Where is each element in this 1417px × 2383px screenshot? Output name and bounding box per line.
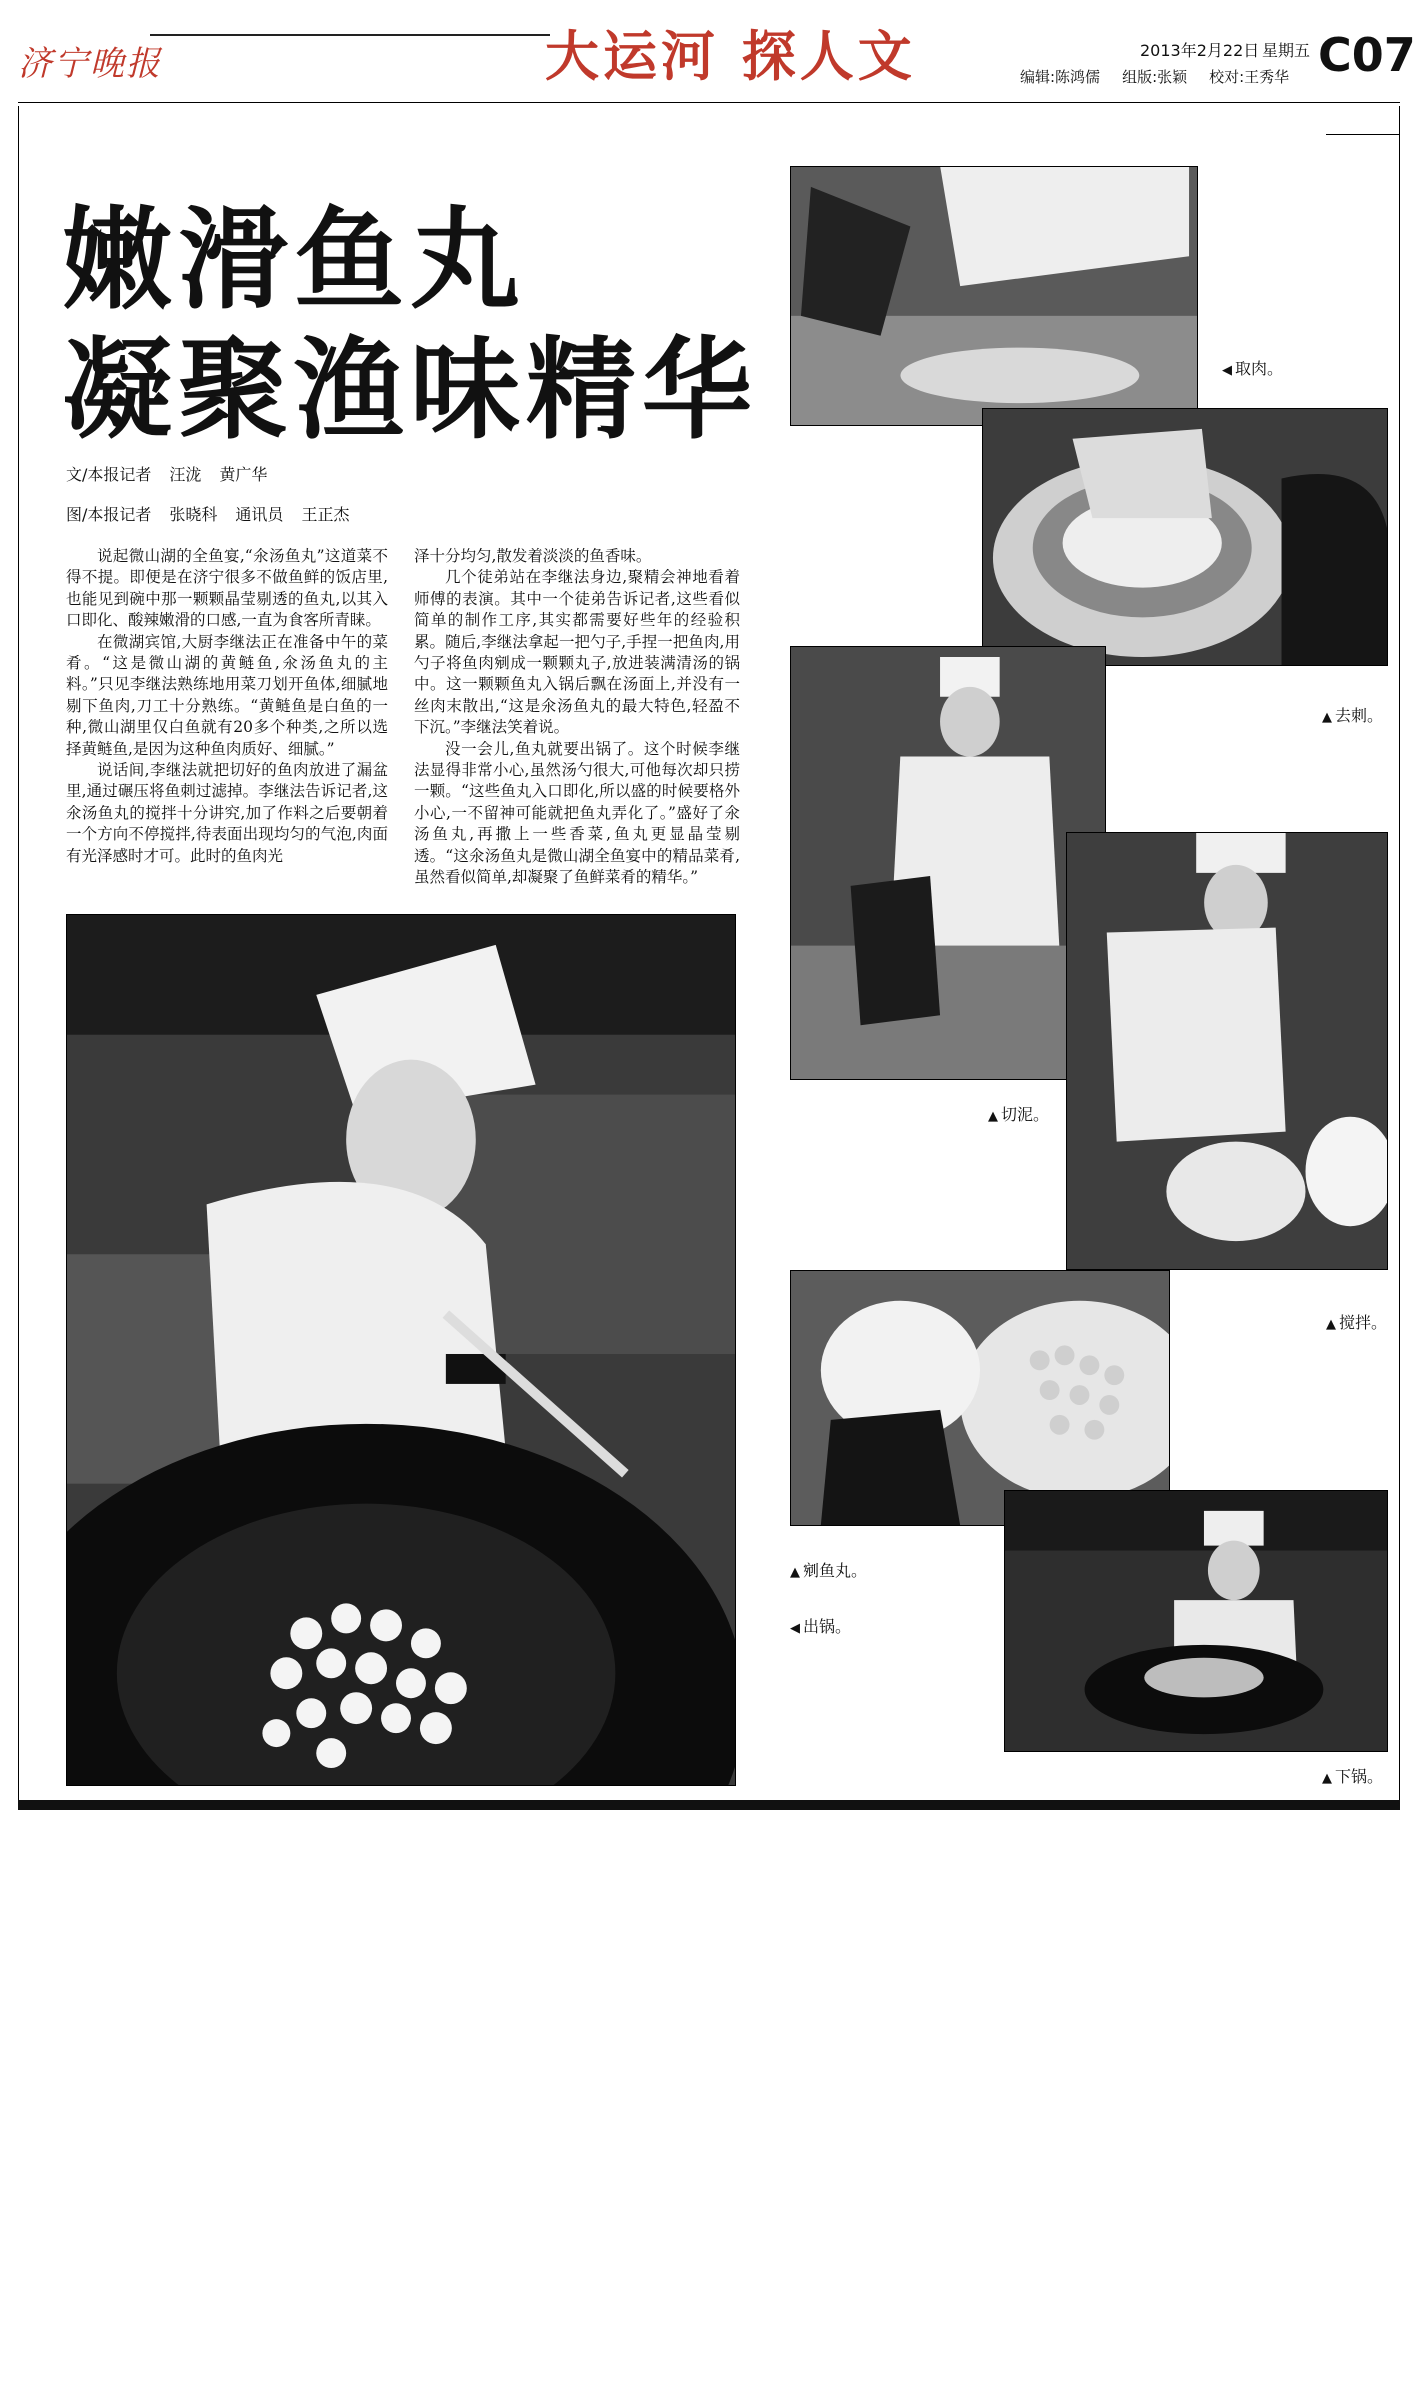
up-arrow-icon: ▲: [1322, 1771, 1332, 1786]
up-arrow-icon: ▲: [1326, 1317, 1336, 1332]
proofreader-credit: 校对:王秀华: [1209, 68, 1290, 86]
paragraph: 说起微山湖的全鱼宴,“氽汤鱼丸”这道菜不得不提。即便是在济宁很多不做鱼鲜的饭店里,也能见到碗中那一颗颗晶莹剔透的鱼丸,以其入口即化、酸辣嫩滑的口感,一直为食客所青睐。: [66, 547, 388, 630]
byline-name: 王正杰: [301, 505, 350, 524]
byline-name: 黄广华: [219, 465, 268, 484]
caption-scoop-fishballs: [790, 1558, 867, 1581]
byline-photo: [66, 502, 367, 525]
photo-illustration: [1005, 1491, 1387, 1751]
up-arrow-icon: ▲: [988, 1109, 998, 1124]
photo-illustration: [983, 409, 1387, 665]
header-rule: [150, 34, 550, 36]
caption-mince-paste: [988, 1102, 1049, 1125]
up-arrow-icon: ▲: [1322, 710, 1332, 725]
photo-into-pot: [1004, 1490, 1388, 1752]
caption-stirring: [1326, 1310, 1387, 1333]
photo-illustration: [791, 167, 1197, 425]
headline-line-1: 嫩滑鱼丸: [62, 196, 526, 324]
editor-credit: 编辑:陈鸿儒: [1020, 68, 1101, 86]
article-column-2: [414, 546, 740, 889]
photo-scoop-fishballs: [790, 1270, 1170, 1526]
issue-date: 2013年2月22日: [1140, 41, 1260, 60]
main-photo-chef-wok: [66, 914, 736, 1786]
byline-label: 通讯员: [235, 505, 284, 524]
caption-text: 切泥。: [1001, 1105, 1050, 1124]
caption-out-of-pot: [790, 1614, 851, 1637]
paragraph: 在微湖宾馆,大厨李继法正在准备中午的菜肴。“这是微山湖的黄鲢鱼,氽汤鱼丸的主料。”只见李继法熟练地用菜刀划开鱼体,细腻地剔下鱼肉,刀工十分熟练。“黄鲢鱼是白鱼的一种,微山湖里仅白鱼就有20多个种类,之所以选择黄鲢鱼,是因为这种鱼肉质好、细腻。”: [66, 632, 388, 758]
section-title: 大运河 探人文: [545, 24, 916, 88]
photo-stirring: [1066, 832, 1388, 1270]
issue-weekday: 星期五: [1262, 41, 1311, 60]
top-rule: [18, 102, 1400, 103]
photo-illustration: [791, 647, 1105, 1079]
caption-text: 搅拌。: [1339, 1313, 1388, 1332]
caption-text: 剜鱼丸。: [803, 1561, 868, 1580]
byline-name: 汪泷: [169, 465, 202, 484]
headline-line-2: 凝聚渔味精华: [62, 326, 758, 454]
staff-credits: [1020, 66, 1311, 87]
photo-illustration: [791, 1271, 1169, 1525]
byline-label: 文/本报记者: [66, 465, 152, 484]
caption-text: 去刺。: [1335, 706, 1384, 725]
paragraph: 说话间,李继法就把切好的鱼肉放进了漏盆里,通过碾压将鱼刺过滤掉。李继法告诉记者,这氽汤鱼丸的搅拌十分讲究,加了作料之后要朝着一个方向不停搅拌,待表面出现均匀的气泡,肉面有光泽感时才可。此时的鱼肉光: [66, 761, 388, 865]
caption-remove-bones: [1322, 703, 1383, 726]
photo-mince-paste: [790, 646, 1106, 1080]
main-photo-illustration: [67, 915, 735, 1785]
article-column-1: [66, 546, 388, 867]
newspaper-logo: 济宁晚报: [18, 44, 162, 84]
paragraph: 几个徒弟站在李继法身边,聚精会神地看着师傅的表演。其中一个徒弟告诉记者,这些看似简单的制作工序,其实都需要好些年的经验积累。随后,李继法拿起一把勺子,手捏一把鱼肉,用勺子将鱼肉剜成一颗颗丸子,放进装满清汤的锅中。这一颗颗鱼丸入锅后飘在汤面上,并没有一丝肉末散出,“这是氽汤鱼丸的最大特色,轻盈不下沉。”李继法笑着说。: [414, 568, 740, 737]
caption-text: 出锅。: [803, 1617, 852, 1636]
caption-text: 取肉。: [1235, 359, 1284, 378]
layout-credit: 组版:张颖: [1122, 68, 1188, 86]
page-number: C07: [1318, 28, 1416, 82]
byline-name: 张晓科: [169, 505, 218, 524]
caption-into-pot: [1322, 1764, 1383, 1787]
photo-take-meat: [790, 166, 1198, 426]
caption-take-meat: [1222, 356, 1283, 379]
frame-tick: [1326, 134, 1400, 135]
byline-label: 图/本报记者: [66, 505, 152, 524]
photo-remove-bones: [982, 408, 1388, 666]
left-arrow-icon: ◀: [1222, 363, 1232, 378]
bottom-rule: [18, 1800, 1400, 1810]
left-arrow-icon: ◀: [790, 1621, 800, 1636]
caption-text: 下锅。: [1335, 1767, 1384, 1786]
byline-text: [66, 462, 285, 485]
paragraph: 泽十分均匀,散发着淡淡的鱼香味。: [414, 547, 652, 565]
paragraph: 没一会儿,鱼丸就要出锅了。这个时候李继法显得非常小心,虽然汤勺很大,可他每次却只捞一颗。“这些鱼丸入口即化,所以盛的时候要格外小心,一不留神可能就把鱼丸弄化了。”盛好了氽汤鱼丸,再撒上一些香菜,鱼丸更显晶莹剔透。“这氽汤鱼丸是微山湖全鱼宴中的精品菜肴,虽然看似简单,却凝聚了鱼鲜菜肴的精华。”: [414, 739, 740, 887]
up-arrow-icon: ▲: [790, 1565, 800, 1580]
photo-illustration: [1067, 833, 1387, 1269]
